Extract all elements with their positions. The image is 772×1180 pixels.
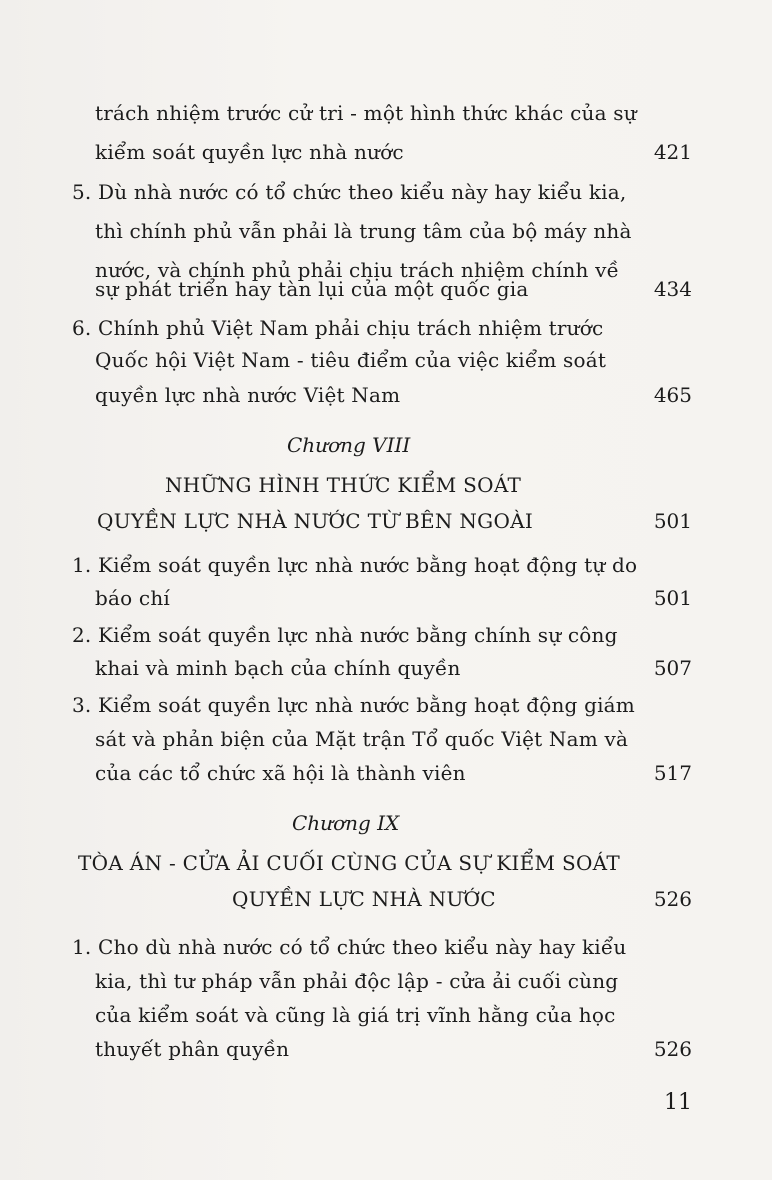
chapter-label: Chương IX — [292, 811, 400, 835]
chapter-title-line: QUYỀN LỰC NHÀ NƯỚC TỪ BÊN NGOÀI — [97, 509, 534, 533]
chapter-title-line: NHỮNG HÌNH THỨC KIỂM SOÁT — [165, 473, 522, 497]
toc-entry-line: kia, thì tư pháp vẫn phải độc lập - cửa ải cuối cùng — [95, 969, 619, 993]
page-number: 11 — [664, 1090, 692, 1115]
toc-entry-line: của các tổ chức xã hội là thành viên — [95, 761, 466, 785]
toc-entry-line: 2. Kiểm soát quyền lực nhà nước bằng chính sự công — [72, 623, 618, 647]
toc-entry-line: quyền lực nhà nước Việt Nam — [95, 383, 401, 407]
toc-entry-line: khai và minh bạch của chính quyền — [95, 656, 461, 680]
toc-entry-line: sát và phản biện của Mặt trận Tổ quốc Việt Nam và — [95, 727, 629, 751]
toc-page-number: 501 — [653, 586, 692, 610]
toc-entry-line: 1. Cho dù nhà nước có tổ chức theo kiểu này hay kiểu — [72, 935, 627, 959]
toc-entry-line: 3. Kiểm soát quyền lực nhà nước bằng hoạt động giám — [72, 693, 635, 717]
toc-entry-line: trách nhiệm trước cử tri - một hình thức khác của sự — [95, 101, 637, 125]
chapter-page-number: 501 — [653, 509, 692, 533]
toc-entry-line: của kiểm soát và cũng là giá trị vĩnh hằng của học — [95, 1003, 616, 1027]
toc-page-number: 517 — [653, 761, 692, 785]
toc-entry-line: thuyết phân quyền — [95, 1037, 290, 1061]
toc-page-number: 465 — [653, 383, 692, 407]
toc-entry-line: Quốc hội Việt Nam - tiêu điểm của việc kiểm soát — [95, 348, 607, 372]
chapter-title-line: TÒA ÁN - CỬA ẢI CUỐI CÙNG CỦA SỰ KIỂM SOÁT — [78, 851, 620, 875]
toc-entry-line: nước, và chính phủ phải chịu trách nhiệm chính về — [95, 258, 620, 282]
toc-entry-line: báo chí — [95, 586, 171, 610]
chapter-label: Chương VIII — [287, 433, 411, 457]
toc-entry-line: thì chính phủ vẫn phải là trung tâm của bộ máy nhà — [95, 219, 632, 243]
toc-page-number: 421 — [653, 140, 692, 164]
toc-entry-line: sự phát triển hay tàn lụi của một quốc gia — [95, 277, 529, 301]
toc-entry-line: 6. Chính phủ Việt Nam phải chịu trách nhiệm trước — [72, 316, 604, 340]
toc-entry-line: kiểm soát quyền lực nhà nước — [95, 140, 404, 164]
toc-page-number: 507 — [653, 656, 692, 680]
toc-page-number: 434 — [653, 277, 692, 301]
toc-page-number: 526 — [653, 1037, 692, 1061]
toc-entry-line: 1. Kiểm soát quyền lực nhà nước bằng hoạt động tự do — [72, 553, 638, 577]
chapter-title-line: QUYỀN LỰC NHÀ NƯỚC — [232, 887, 496, 911]
toc-entry-line: 5. Dù nhà nước có tổ chức theo kiểu này hay kiểu kia, — [72, 180, 627, 204]
chapter-page-number: 526 — [653, 887, 692, 911]
